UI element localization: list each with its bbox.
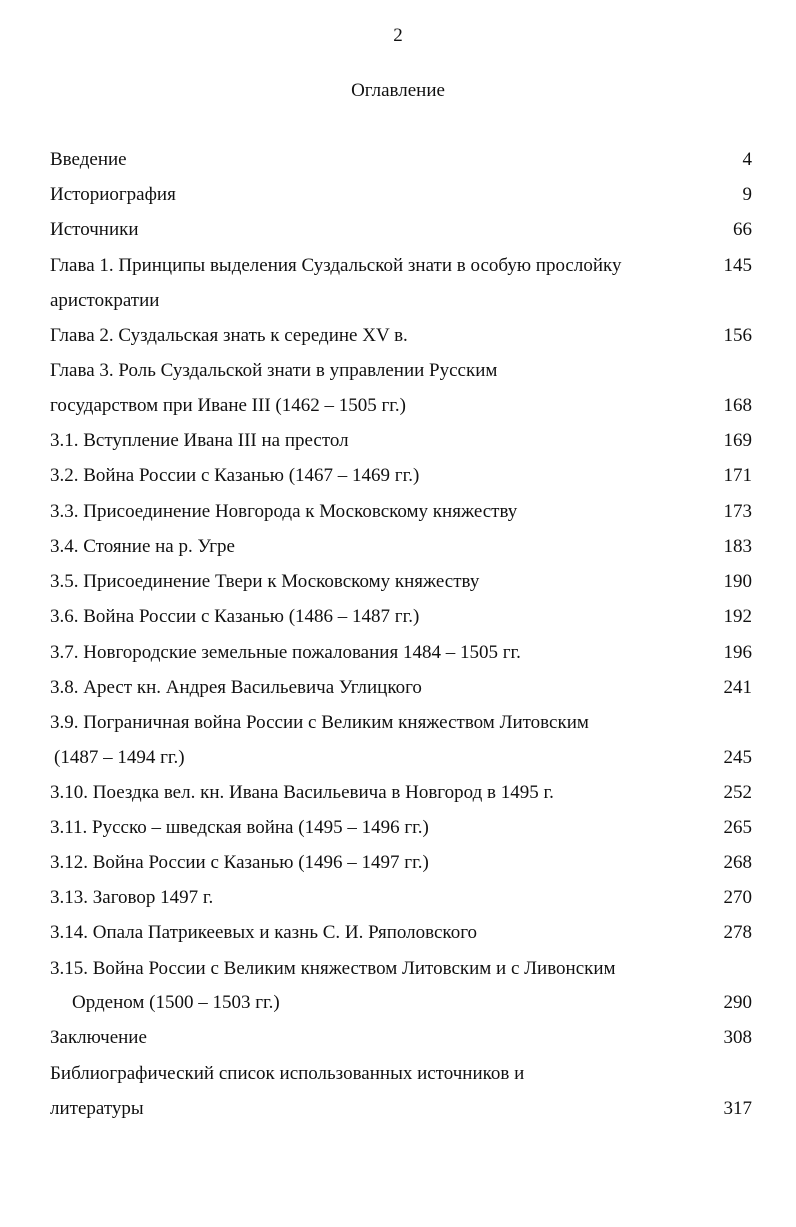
toc-page-number: 66 xyxy=(733,219,752,240)
toc-entry-section-3-9-cont: (1487 – 1494 гг.) xyxy=(54,747,185,768)
toc-entry-section-3-11: 3.11. Русско – шведская война (1495 – 1496 гг.) xyxy=(50,817,429,838)
toc-entry-section-3-13: 3.13. Заговор 1497 г. xyxy=(50,887,214,908)
toc-entry-section-3-9: 3.9. Пограничная война России с Великим княжеством Литовским xyxy=(50,712,589,733)
toc-entry-section-3-14: 3.14. Опала Патрикеевых и казнь С. И. Ряполовского xyxy=(50,922,478,943)
toc-page-number: 169 xyxy=(723,430,752,451)
toc-page-number: 168 xyxy=(723,395,752,416)
toc-entry-conclusion: Заключение xyxy=(50,1027,147,1048)
toc-entry-section-3-3: 3.3. Присоединение Новгорода к Московскому княжеству xyxy=(50,501,518,522)
toc-entry-section-3-12: 3.12. Война России с Казанью (1496 – 1497 гг.) xyxy=(50,852,429,873)
toc-entry-section-3-15: 3.15. Война России с Великим княжеством Литовским и с Ливонским xyxy=(50,958,616,979)
toc-page-number: 265 xyxy=(723,817,752,838)
toc-entry-chapter-3-cont: государством при Иване III (1462 – 1505 гг.) xyxy=(50,395,407,416)
toc-entry-chapter-1-cont: аристократии xyxy=(50,290,160,311)
toc-page-number: 4 xyxy=(742,149,752,170)
toc-page-number: 183 xyxy=(723,536,752,557)
toc-entry-bibliography: Библиографический список использованных источников и xyxy=(50,1063,525,1084)
toc-page-number: 9 xyxy=(742,184,752,205)
toc-page-number: 171 xyxy=(723,465,752,486)
page-number: 2 xyxy=(393,25,403,46)
toc-page-number: 156 xyxy=(723,325,752,346)
toc-entry-historiography: Историография xyxy=(50,184,176,205)
toc-page-number: 252 xyxy=(723,782,752,803)
toc-page-number: 173 xyxy=(723,501,752,522)
toc-page-number: 245 xyxy=(723,747,752,768)
toc-entry-chapter-2: Глава 2. Суздальская знать к середине XV в. xyxy=(50,325,408,346)
toc-entry-section-3-10: 3.10. Поездка вел. кн. Ивана Васильевича в Новгород в 1495 г. xyxy=(50,782,554,803)
toc-page-number: 317 xyxy=(723,1098,752,1119)
toc-entry-chapter-1: Глава 1. Принципы выделения Суздальской знати в особую прослойку xyxy=(50,255,622,276)
toc-entry-section-3-2: 3.2. Война России с Казанью (1467 – 1469 гг.) xyxy=(50,465,420,486)
toc-page-number: 278 xyxy=(723,922,752,943)
toc-page-number: 145 xyxy=(723,255,752,276)
toc-entry-chapter-3: Глава 3. Роль Суздальской знати в управлении Русским xyxy=(50,360,498,381)
toc-page-number: 192 xyxy=(723,606,752,627)
toc-entry-section-3-6: 3.6. Война России с Казанью (1486 – 1487 гг.) xyxy=(50,606,420,627)
toc-entry-section-3-8: 3.8. Арест кн. Андрея Васильевича Углицкого xyxy=(50,677,422,698)
toc-entry-introduction: Введение xyxy=(50,149,127,170)
toc-entry-section-3-5: 3.5. Присоединение Твери к Московскому княжеству xyxy=(50,571,480,592)
toc-entry-section-3-7: 3.7. Новгородские земельные пожалования 1484 – 1505 гг. xyxy=(50,642,521,663)
toc-page-number: 308 xyxy=(723,1027,752,1048)
toc-page-number: 196 xyxy=(723,642,752,663)
toc-entry-section-3-4: 3.4. Стояние на р. Угре xyxy=(50,536,235,557)
page-title: Оглавление xyxy=(351,80,445,101)
toc-page-number: 241 xyxy=(723,677,752,698)
toc-entry-sources: Источники xyxy=(50,219,139,240)
toc-page-number: 290 xyxy=(723,992,752,1013)
toc-entry-section-3-1: 3.1. Вступление Ивана III на престол xyxy=(50,430,349,451)
toc-entry-bibliography-cont: литературы xyxy=(50,1098,144,1119)
toc-page-number: 270 xyxy=(723,887,752,908)
toc-page-number: 268 xyxy=(723,852,752,873)
toc-page-number: 190 xyxy=(723,571,752,592)
toc-entry-section-3-15-cont: Орденом (1500 – 1503 гг.) xyxy=(72,992,280,1013)
